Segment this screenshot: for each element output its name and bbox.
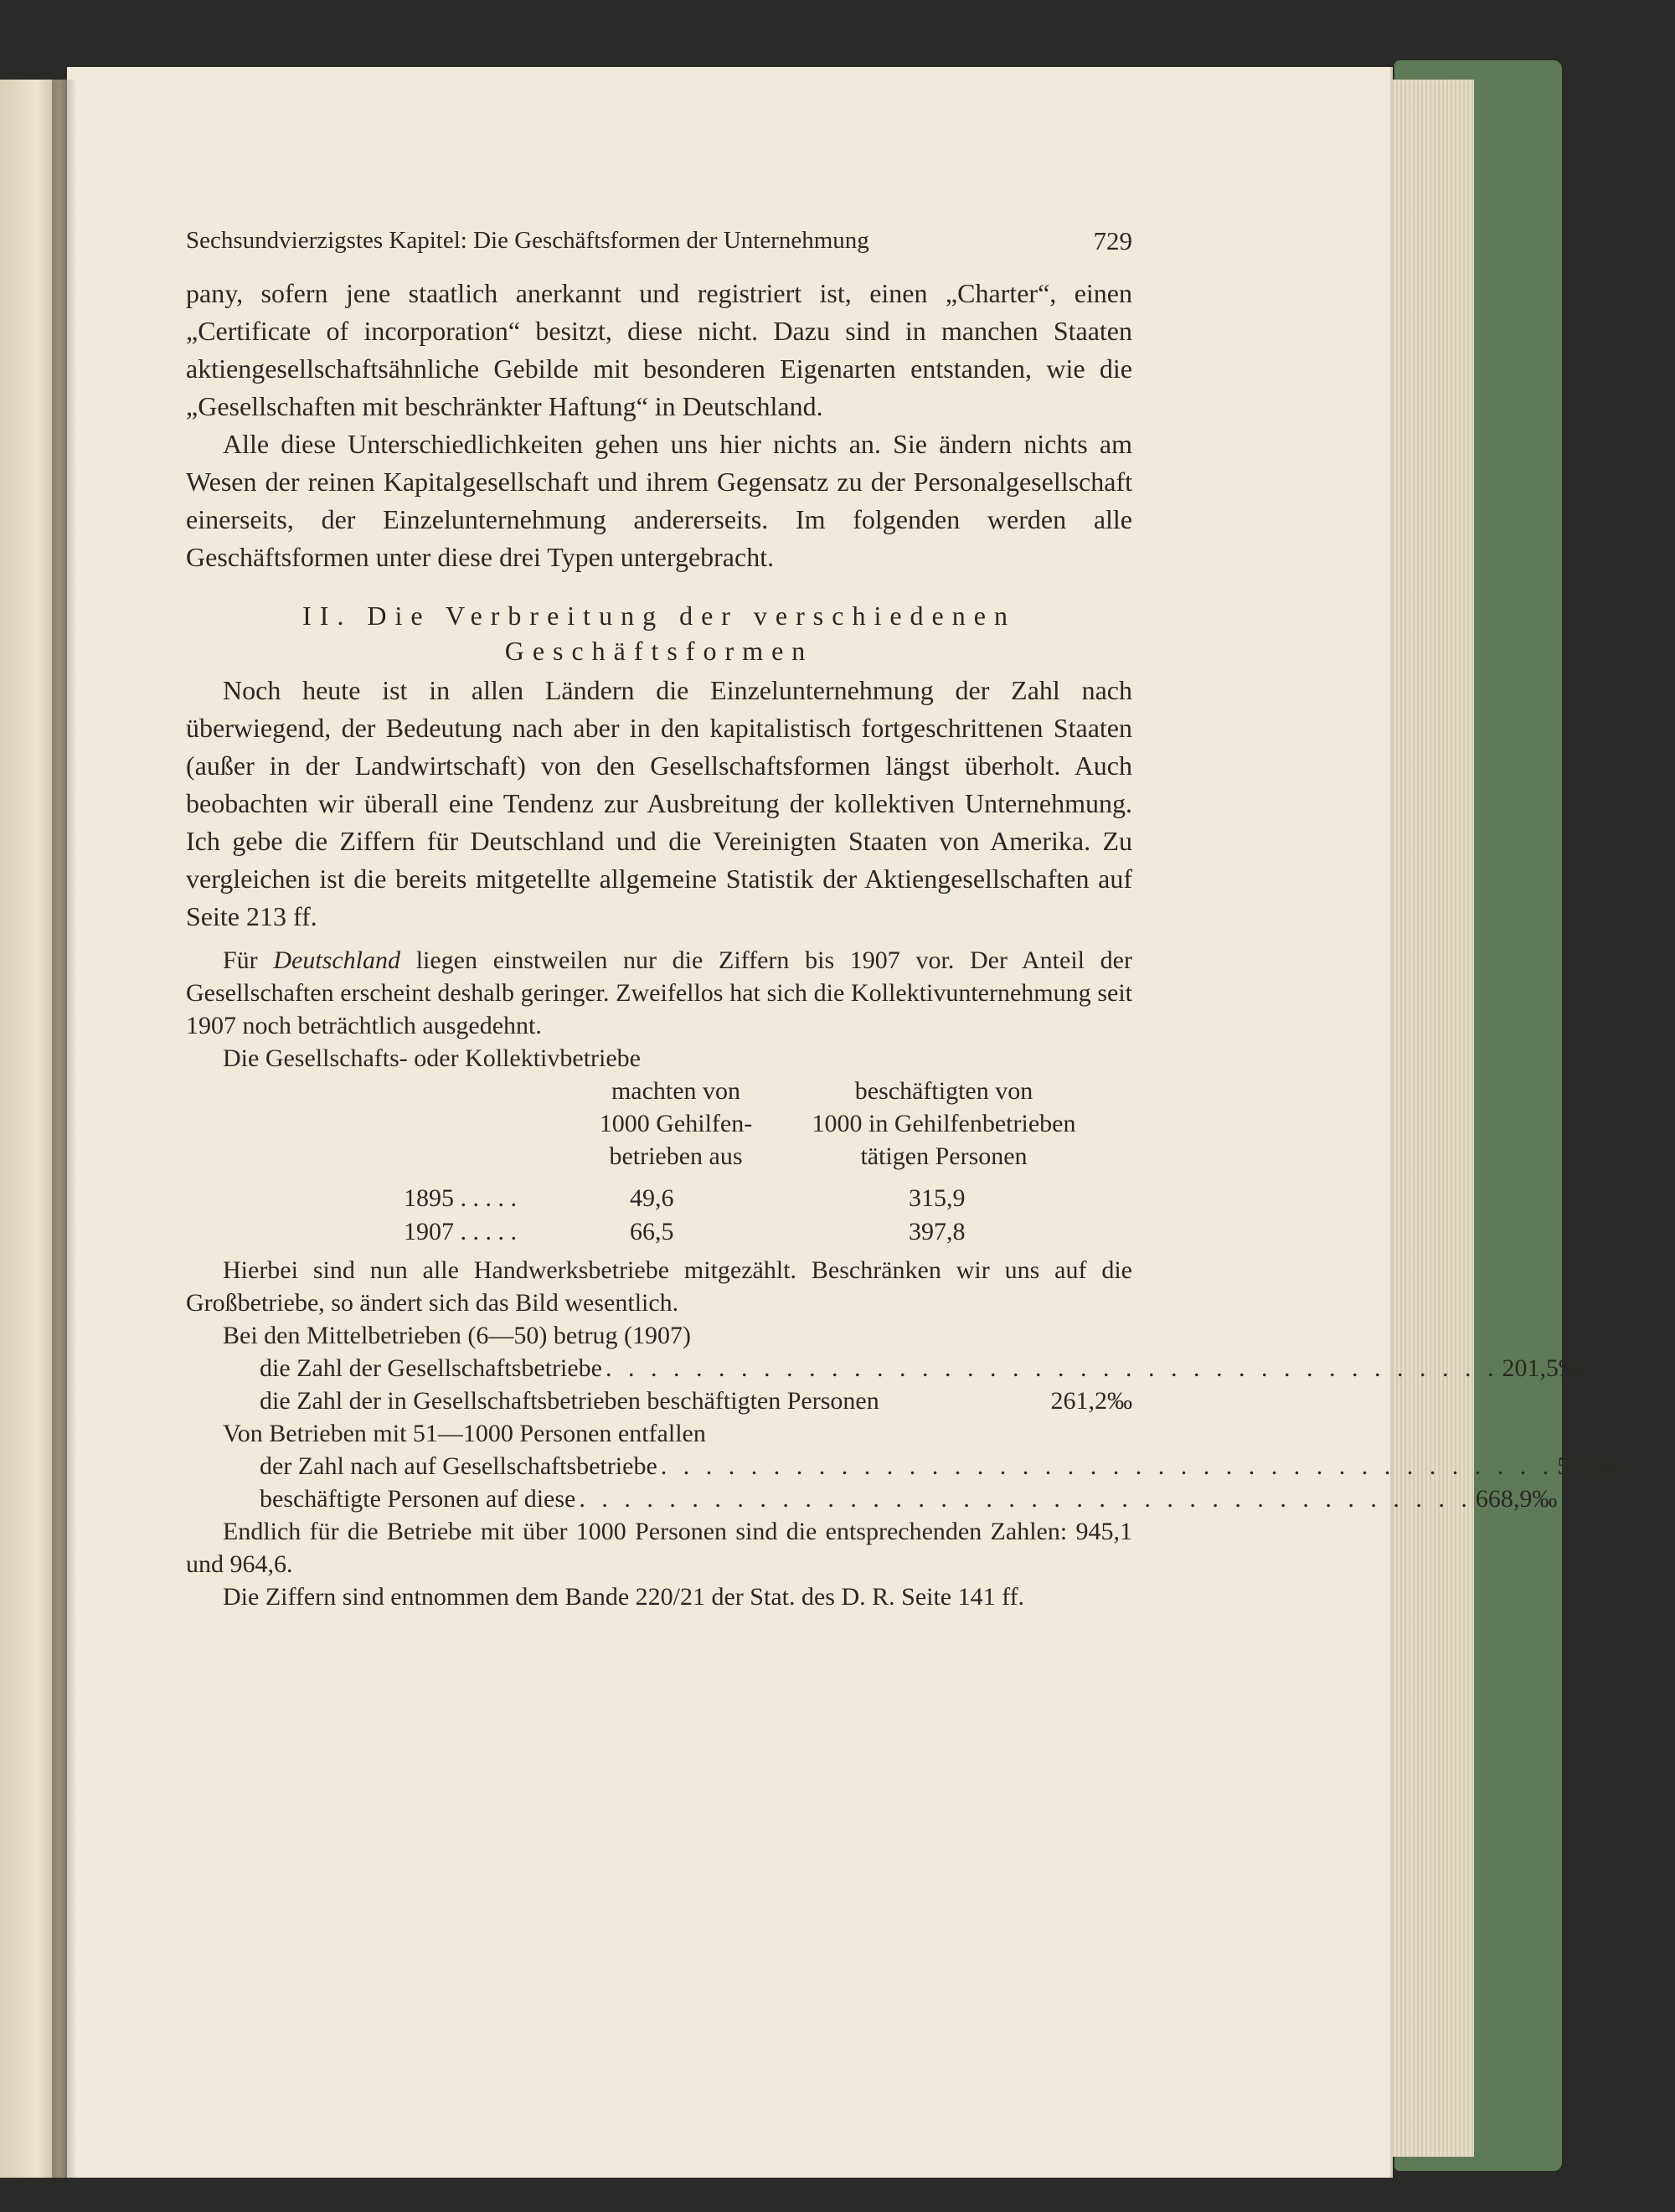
page-number: 729 bbox=[1093, 226, 1132, 255]
paragraph-4 bbox=[186, 944, 1132, 1042]
col1-header-line: betrieben aus bbox=[609, 1142, 743, 1170]
stat-value: 261,2‰ bbox=[1050, 1387, 1132, 1415]
stat-value: 668,9‰ bbox=[1475, 1485, 1558, 1513]
stat-value: 201,5‰ bbox=[1502, 1354, 1584, 1382]
running-header bbox=[186, 222, 1132, 260]
stat-label: der Zahl nach auf Gesellschaftsbetriebe bbox=[260, 1452, 657, 1480]
dot-leader: . . . . . . . . . . . . . . . . . . . . . . . . . . . . . . . . . . . . . . . . bbox=[579, 1485, 1472, 1513]
year-value: 1895 bbox=[404, 1184, 454, 1212]
section-title-line-2: Geschäftsformen bbox=[504, 636, 814, 666]
page-text bbox=[186, 222, 1621, 1613]
col1-header-line: 1000 Gehilfen- bbox=[599, 1110, 753, 1137]
table-value-2: 315,9 bbox=[909, 1184, 966, 1212]
table-year bbox=[404, 1215, 517, 1249]
dot-leader: . . . . . . . . . . . . . . . . . . . . . . . . . . . . . . . . . . . . . . . . bbox=[660, 1452, 1554, 1480]
stat-row-1 bbox=[186, 1352, 1584, 1384]
year-value: 1907 bbox=[404, 1218, 454, 1245]
paragraph-9: Endlich für die Betriebe mit über 1000 Personen sind die entsprechenden Zahlen: 945,1 und 964,6. bbox=[186, 1518, 1132, 1578]
stat-label: beschäftigte Personen auf diese bbox=[260, 1485, 576, 1513]
table-value-1: 49,6 bbox=[630, 1184, 674, 1212]
col2-header-line: beschäftigten von bbox=[854, 1077, 1033, 1105]
paragraph-1: pany, sofern jene staatlich anerkannt und registriert ist, einen „Charter“, einen „Certificate of incorporation“ besitzt, diese nicht. Dazu sind in manchen Staaten aktiengesellschaftsähnliche Gebilde mit besonderen Eigenarten entstanden, wie die „Gesellschaften mit beschränkter Haftung“ in Deutschland. bbox=[186, 278, 1132, 421]
paragraph-4-prefix: Für bbox=[223, 946, 274, 974]
running-title: Sechsundvierzigstes Kapitel: Die Geschäftsformen der Unternehmung bbox=[186, 227, 869, 254]
col1-header-line: machten von bbox=[611, 1077, 741, 1105]
dot-leader: . . . . . bbox=[460, 1218, 517, 1245]
table-row bbox=[186, 1215, 1132, 1249]
section-title bbox=[186, 598, 1132, 668]
paragraph-3: Noch heute ist in allen Ländern die Einzelunternehmung der Zahl nach überwiegend, der Bedeutung nach aber in den kapitalistisch fortgeschrittenen Staaten (außer in der Landwirtschaft) von den Gesellschaftsformen längst überholt. Auch beobachten wir überall eine Tendenz zur Ausbreitung der kollektiven Unternehmung. Ich gebe die Ziffern für Deutschland und die Vereinigten Staaten von Amerika. Zu vergleichen ist die bereits mitgetellte allgemeine Statistik der Aktiengesellschaften auf Seite 213 ff. bbox=[186, 675, 1132, 931]
table-value-2: 397,8 bbox=[909, 1218, 966, 1245]
gutter-shadow bbox=[52, 80, 77, 2178]
paragraph-5-intro: Die Gesellschafts- oder Kollektivbetriebe bbox=[223, 1044, 641, 1072]
table-col1-header bbox=[567, 1075, 785, 1173]
paragraph-4-italic: Deutschland bbox=[273, 946, 401, 974]
dot-leader: . . . . . bbox=[460, 1184, 517, 1212]
stat-label: die Zahl der Gesellschaftsbetriebe bbox=[260, 1354, 602, 1382]
paragraph-2: Alle diese Unterschiedlichkeiten gehen uns hier nichts an. Sie ändern nichts am Wesen der reinen Kapitalgesellschaft und ihrem Gegensatz zu der Personalgesellschaft einerseits, der Einzelunternehmung andererseits. Im folgenden werden alle Geschäftsformen unter diese drei Typen untergebracht. bbox=[186, 429, 1132, 572]
paragraph-4-rest: liegen einstweilen nur die Ziffern bis 1907 vor. Der Anteil der Gesellschaften erscheint deshalb geringer. Zweifellos hat sich die Kollektivunternehmung seit 1907 noch beträchtlich ausgedehnt. bbox=[186, 946, 1132, 1039]
stat-row-3 bbox=[186, 1450, 1621, 1482]
table-value-1: 66,5 bbox=[630, 1218, 674, 1245]
stat-row-2 bbox=[186, 1384, 1132, 1417]
section-title-line-1: II. Die Verbreitung der verschiedenen bbox=[302, 601, 1016, 631]
table-header bbox=[186, 1075, 1132, 1182]
stat-row-4 bbox=[186, 1482, 1558, 1515]
table-col2-header bbox=[776, 1075, 1111, 1173]
dot-leader: . . . . . . . . . . . . . . . . . . . . . . . . . . . . . . . . . . . . . . . . bbox=[605, 1354, 1499, 1382]
table-year bbox=[404, 1182, 517, 1215]
paragraph-6: Hierbei sind nun alle Handwerksbetriebe mitgezählt. Beschränken wir uns auf die Großbetriebe, so ändert sich das Bild wesentlich. bbox=[186, 1256, 1132, 1317]
stat-label: die Zahl der in Gesellschaftsbetrieben beschäftigten Personen bbox=[260, 1387, 879, 1415]
stat-value: 571‰ bbox=[1557, 1452, 1621, 1480]
paragraph-10: Die Ziffern sind entnommen dem Bande 220/21 der Stat. des D. R. Seite 141 ff. bbox=[223, 1583, 1025, 1611]
col2-header-line: 1000 in Gehilfenbetrieben bbox=[812, 1110, 1076, 1137]
paragraph-7: Bei den Mittelbetrieben (6—50) betrug (1907) bbox=[223, 1322, 692, 1349]
col2-header-line: tätigen Personen bbox=[860, 1142, 1028, 1170]
paragraph-8: Von Betrieben mit 51—1000 Personen entfallen bbox=[223, 1420, 706, 1447]
table-row bbox=[186, 1182, 1132, 1215]
